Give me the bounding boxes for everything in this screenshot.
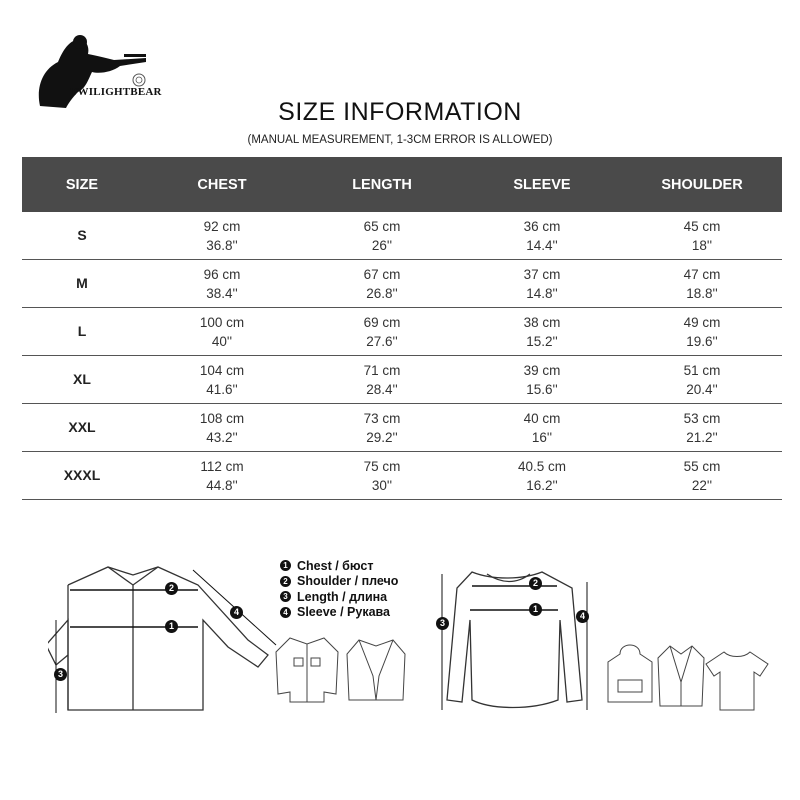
chest-cm: 112 cm — [200, 458, 244, 474]
length-in: 27.6'' — [366, 333, 398, 349]
chest-cell — [142, 356, 302, 404]
marker-chest: 1 — [529, 603, 542, 616]
shoulder-in: 21.2'' — [686, 429, 718, 445]
marker-shoulder: 2 — [529, 577, 542, 590]
legend-text: Shoulder / плечо — [297, 574, 399, 589]
header-sleeve: SLEEVE — [462, 157, 622, 212]
legend-text: Chest / бюст — [297, 558, 374, 573]
shoulder-cm: 49 cm — [683, 314, 721, 330]
marker-chest: 1 — [165, 620, 178, 633]
chest-cell — [142, 452, 302, 500]
shoulder-cm: 47 cm — [683, 266, 721, 282]
length-in: 29.2'' — [366, 429, 398, 445]
sleeve-in: 15.2'' — [526, 333, 558, 349]
table-header-row — [22, 157, 782, 212]
size-cell: L — [22, 308, 142, 356]
shoulder-cm: 55 cm — [683, 458, 721, 474]
length-in: 26'' — [371, 237, 393, 253]
sleeve-cell — [462, 452, 622, 500]
shoulder-cell — [622, 404, 782, 452]
length-cm: 71 cm — [363, 362, 401, 378]
shoulder-cell — [622, 452, 782, 500]
chest-in: 41.6'' — [206, 381, 238, 397]
page-subtitle: (MANUAL MEASUREMENT, 1-3CM ERROR IS ALLOWED) — [247, 134, 553, 146]
sleeve-in: 14.4'' — [526, 237, 558, 253]
table-row — [22, 212, 782, 260]
sleeve-in: 16'' — [531, 429, 553, 445]
chest-cell — [142, 260, 302, 308]
sleeve-cm: 40.5 cm — [517, 458, 567, 474]
chest-cm: 104 cm — [199, 362, 245, 378]
sleeve-cell — [462, 308, 622, 356]
size-cell: XXL — [22, 404, 142, 452]
chest-cell — [142, 212, 302, 260]
size-cell: M — [22, 260, 142, 308]
shoulder-in: 19.6'' — [686, 333, 718, 349]
sleeve-cm: 38 cm — [523, 314, 561, 330]
measurement-legend — [280, 558, 398, 620]
chest-cell — [142, 404, 302, 452]
sleeve-cm: 39 cm — [523, 362, 561, 378]
chest-cm: 100 cm — [199, 314, 245, 330]
sleeve-in: 15.6'' — [526, 381, 558, 397]
length-in: 28.4'' — [366, 381, 398, 397]
legend-item — [280, 605, 398, 621]
sleeve-cell — [462, 356, 622, 404]
table-row — [22, 356, 782, 404]
chest-in: 40'' — [211, 333, 233, 349]
shoulder-cm: 51 cm — [683, 362, 721, 378]
chest-in: 38.4'' — [206, 285, 238, 301]
header-length: LENGTH — [302, 157, 462, 212]
legend-num: 4 — [280, 607, 291, 618]
table-row — [22, 308, 782, 356]
length-cell — [302, 452, 462, 500]
legend-text: Length / длина — [297, 589, 388, 604]
sleeve-cm: 40 cm — [523, 410, 561, 426]
chest-cm: 92 cm — [203, 218, 241, 234]
marker-sleeve: 4 — [230, 606, 243, 619]
length-cm: 75 cm — [363, 458, 401, 474]
shoulder-cell — [622, 212, 782, 260]
chest-cell — [142, 308, 302, 356]
legend-item — [280, 589, 398, 605]
legend-num: 2 — [280, 576, 291, 587]
legend-item — [280, 558, 398, 574]
marker-sleeve: 4 — [576, 610, 589, 623]
legend-num: 3 — [280, 591, 291, 602]
marker-length: 3 — [54, 668, 67, 681]
size-cell: XL — [22, 356, 142, 404]
shoulder-cm: 53 cm — [683, 410, 721, 426]
marker-shoulder: 2 — [165, 582, 178, 595]
length-cell — [302, 404, 462, 452]
legend-text: Sleeve / Рукава — [297, 605, 391, 620]
shoulder-in: 18.8'' — [686, 285, 718, 301]
jacket-icon — [272, 632, 342, 704]
legend-num: 1 — [280, 560, 291, 571]
sleeve-cm: 37 cm — [523, 266, 561, 282]
length-cm: 67 cm — [363, 266, 401, 282]
header-size: SIZE — [22, 157, 142, 212]
length-cell — [302, 308, 462, 356]
length-cm: 65 cm — [363, 218, 401, 234]
legend-item — [280, 574, 398, 590]
shoulder-cm: 45 cm — [683, 218, 721, 234]
cardigan-icon — [656, 642, 706, 710]
sleeve-cell — [462, 212, 622, 260]
sleeve-in: 16.2'' — [526, 477, 558, 493]
sleeve-cell — [462, 404, 622, 452]
shoulder-in: 22'' — [691, 477, 713, 493]
chest-in: 43.2'' — [206, 429, 238, 445]
chest-cm: 108 cm — [199, 410, 245, 426]
page-title: SIZE INFORMATION — [278, 98, 522, 126]
shoulder-in: 18'' — [691, 237, 713, 253]
sweater-measurement-diagram — [432, 560, 602, 720]
length-in: 26.8'' — [366, 285, 398, 301]
length-cell — [302, 212, 462, 260]
sleeve-in: 14.8'' — [526, 285, 558, 301]
header-chest: CHEST — [142, 157, 302, 212]
length-cell — [302, 260, 462, 308]
chest-in: 36.8'' — [206, 237, 238, 253]
length-cm: 73 cm — [363, 410, 401, 426]
chest-cm: 96 cm — [203, 266, 241, 282]
chest-in: 44.8'' — [206, 477, 238, 493]
length-cell — [302, 356, 462, 404]
blazer-icon — [343, 636, 409, 706]
sleeve-cm: 36 cm — [523, 218, 561, 234]
shoulder-cell — [622, 260, 782, 308]
tshirt-icon — [704, 648, 770, 712]
table-row — [22, 260, 782, 308]
shoulder-cell — [622, 308, 782, 356]
table-row — [22, 404, 782, 452]
table-row — [22, 452, 782, 500]
length-cm: 69 cm — [363, 314, 401, 330]
length-in: 30'' — [371, 477, 393, 493]
brand-name: TWILIGHTBEAR — [70, 86, 162, 98]
marker-length: 3 — [436, 617, 449, 630]
header-shoulder: SHOULDER — [622, 157, 782, 212]
hoodie-icon — [604, 640, 656, 708]
shoulder-cell — [622, 356, 782, 404]
size-table — [22, 157, 782, 500]
shoulder-in: 20.4'' — [686, 381, 718, 397]
size-cell: XXXL — [22, 452, 142, 500]
sleeve-cell — [462, 260, 622, 308]
shirt-measurement-diagram — [48, 555, 280, 715]
size-cell: S — [22, 212, 142, 260]
